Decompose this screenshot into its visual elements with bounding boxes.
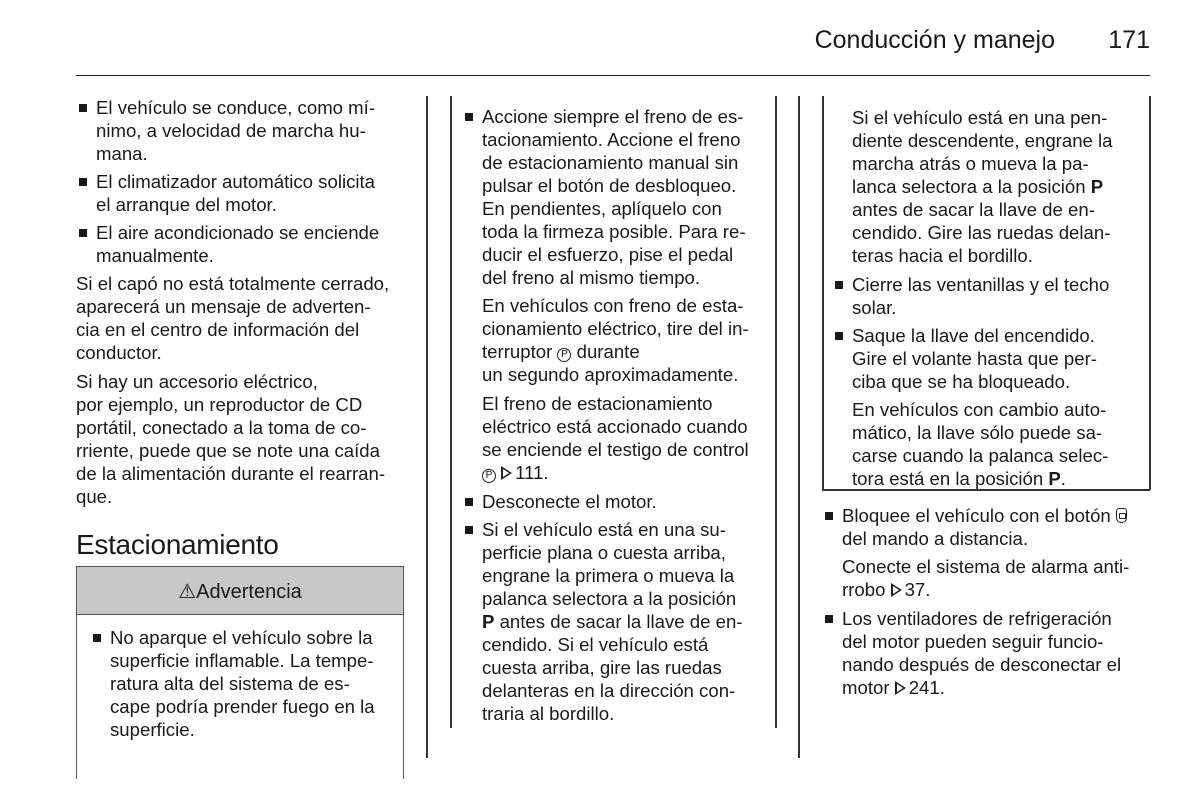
parking-brake-icon: P (557, 348, 571, 362)
text: Bloquee el vehículo con el botón (842, 505, 1116, 526)
parking-brake-icon: P (482, 469, 496, 483)
column-2 (462, 105, 762, 730)
column-3 (822, 105, 1150, 496)
sub-paragraph (822, 555, 1152, 601)
page-reference-arrow-icon (501, 466, 512, 480)
text: Los ventiladores de refrigeración del motor pueden seguir funcio- nando después de desconectar el motor (842, 608, 1122, 698)
paragraph-accessory: Si hay un accesorio eléctrico, por ejemplo, un reproductor de CD portátil, conectado a la toma de co- rriente, puede que se note una caída de la alimentación durante el rearran- que. (76, 371, 386, 507)
gear-position: P (482, 611, 495, 632)
warning-bullet: No aparque el vehículo sobre la superficie inflamable. La tempe- ratura alta del sistema de es- cape podría prender fuego en la superficie. (90, 626, 397, 741)
gear-position: P (1048, 468, 1061, 489)
warning-box (76, 566, 404, 779)
text: En vehículos con cambio auto- mático, la llave sólo puede sa- carse cuando la palanca selec- tora está en la posición (852, 399, 1109, 489)
section-title: Conducción y manejo (814, 26, 1055, 54)
text: durante un segundo aproximadamente. (482, 341, 739, 385)
sub-paragraph (462, 294, 762, 386)
page-reference: 241. (908, 677, 945, 698)
list-item: El climatizador automático solicita el arranque del motor. (76, 170, 406, 216)
remote-lock-icon (1116, 508, 1127, 523)
warning-body (76, 615, 404, 779)
page-reference-arrow-icon (895, 681, 906, 695)
list-item (822, 607, 1152, 699)
page-reference-arrow-icon (891, 583, 902, 597)
paragraph-hood: Si el capó no está totalmente cerrado, aparecerá un mensaje de adverten- cia en el centro de información del conductor. (76, 273, 390, 363)
list-item: Cierre las ventanillas y el techo solar. (832, 273, 1150, 319)
list-item: El aire acondicionado se enciende manualmente. (76, 221, 406, 267)
sub-paragraph (832, 106, 1150, 267)
page-reference: 37. (904, 579, 931, 600)
text: Si el vehículo está en una pen- diente descendente, engrane la marcha atrás o mueva la pa- lanca selectora a la posición (852, 107, 1113, 197)
list-item (462, 518, 762, 725)
text: En vehículos con freno de esta- cionamiento eléctrico, tire del in- terruptor (482, 295, 749, 362)
text: Conecte el sistema de alarma anti- rrobo (842, 556, 1130, 600)
warning-header (76, 566, 404, 615)
page-number: 171 (1108, 26, 1150, 54)
text: del mando a distancia. (842, 528, 1029, 549)
text: . (1060, 468, 1066, 489)
list-item: Desconecte el motor. (462, 490, 762, 513)
list-item: Accione siempre el freno de es- tacionamiento. Accione el freno de estacionamiento manual sin pulsar el botón de desbloqueo. En pendientes, aplíquelo con toda la firmeza posible. Para re- ducir el esfuerzo, pise el pedal del freno al mismo tiempo. (462, 105, 762, 289)
section-heading: Estacionamiento (76, 529, 279, 560)
column-divider (426, 96, 428, 758)
column-divider (798, 96, 800, 758)
list-item: Saque la llave del encendido. Gire el volante hasta que per- ciba que se ha bloqueado. (832, 324, 1150, 393)
warning-title: Advertencia (196, 581, 302, 603)
column-divider (775, 96, 777, 728)
text: antes de sacar la llave de en- cendido. Gire las ruedas delan- teras hacia el bordillo. (852, 199, 1111, 266)
text: Si el vehículo está en una su- perficie plana o cuesta arriba, engrane la primera o mueva la palanca selectora a la posición (482, 519, 737, 609)
text: antes de sacar la llave de en- cendido. Si el vehículo está cuesta arriba, gire las ruedas delanteras en la dirección con- traria al bordillo. (482, 611, 743, 724)
list-item (822, 504, 1152, 550)
column-divider (450, 96, 452, 728)
column-3-lower (822, 504, 1152, 704)
page-header (76, 24, 1150, 76)
gear-position: P (1090, 176, 1104, 197)
warning-triangle-icon: ⚠ (178, 581, 197, 603)
page-reference: 111. (515, 462, 549, 483)
sub-paragraph (462, 392, 762, 484)
text: El freno de estacionamiento eléctrico está accionado cuando se enciende el testigo de control (482, 393, 749, 460)
sub-paragraph (832, 398, 1150, 490)
list-item: El vehículo se conduce, como mí- nimo, a velocidad de marcha hu- mana. (76, 96, 406, 165)
column-1 (76, 96, 406, 779)
